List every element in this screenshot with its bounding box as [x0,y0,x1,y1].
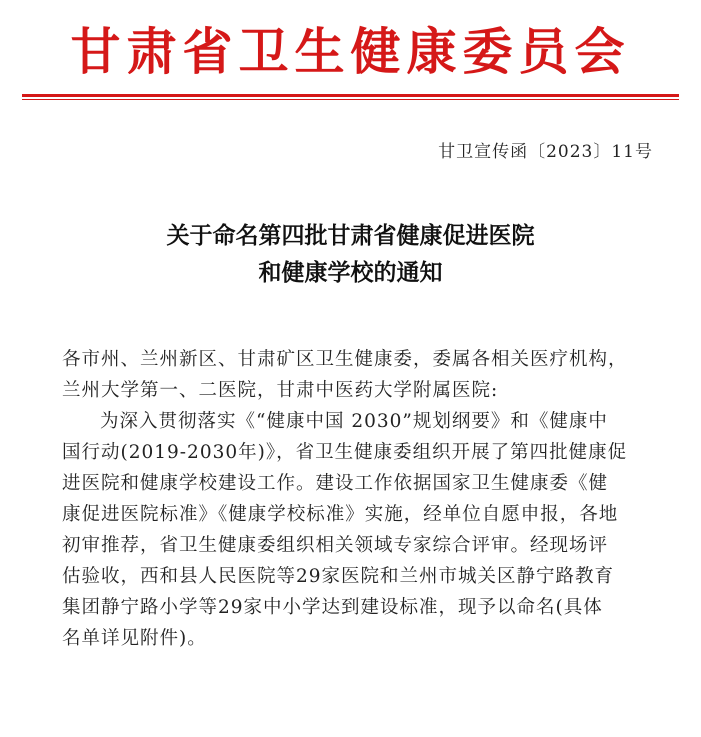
body-line: 估验收，西和县人民医院等29家医院和兰州市城关区静宁路教育 [62,566,615,587]
body-line: 康促进医院标准》《健康学校标准》实施，经单位自愿申报，各地 [62,504,619,525]
document-title-line-2: 和健康学校的通知 [258,259,443,286]
document-title [0,217,701,291]
body-line: 国行动(2019-2030年)》，省卫生健康委组织开展了第四批健康促 [62,442,628,463]
red-divider-line [22,94,679,97]
red-divider-line-thin [22,99,679,100]
body-line: 集团静宁路小学等29家中小学达到建设标准，现予以命名(具体 [62,597,603,618]
body-line: 名单详见附件)。 [62,628,207,649]
org-header-title: 甘肃省卫生健康委员会 [70,22,631,81]
body-line: 进医院和健康学校建设工作。建设工作依据国家卫生健康委《健 [62,473,609,494]
body-line-recipients-2: 兰州大学第一、二医院，甘肃中医药大学附属医院: [62,380,499,401]
body-line: 初审推荐，省卫生健康委组织相关领域专家综合评审。经现场评 [62,535,609,556]
body-line: 为深入贯彻落实《“健康中国 2030”规划纲要》和《健康中 [100,411,608,432]
document-number: 甘卫宣传函〔2023〕11号 [438,142,653,162]
document-body [62,344,662,654]
document-title-line-1: 关于命名第四批甘肃省健康促进医院 [166,222,535,249]
body-line-recipients-1: 各市州、兰州新区、甘肃矿区卫生健康委，委属各相关医疗机构， [62,349,628,370]
